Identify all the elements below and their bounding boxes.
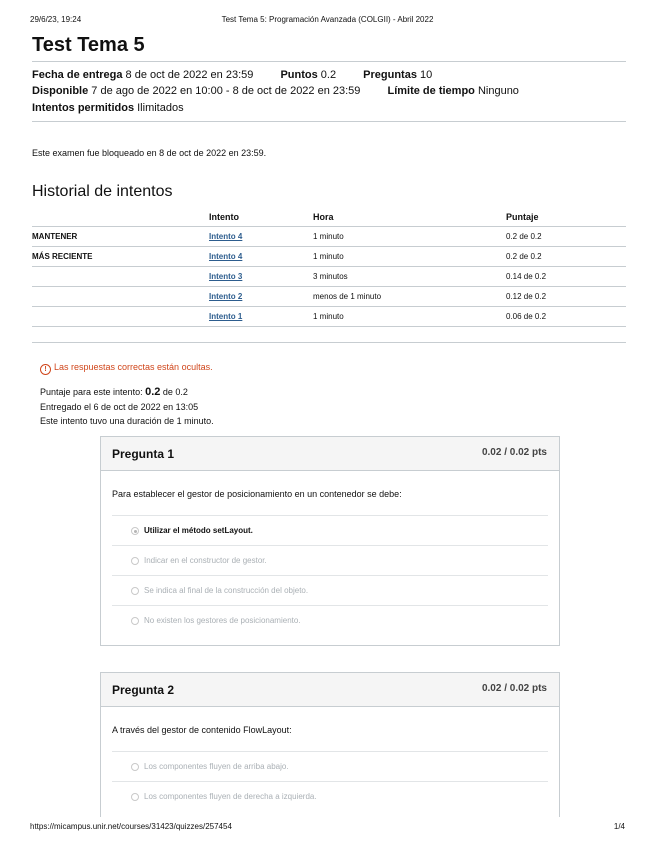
attempt-link[interactable]: Intento 2 [209, 292, 243, 301]
score-prefix: Puntaje para este intento: [40, 387, 143, 397]
answer-text: Se indica al final de la construcción del objeto. [144, 586, 309, 595]
print-header-date: 29/6/23, 19:24 [30, 15, 82, 24]
answer-text: Los componentes fluyen de derecha a izquierda. [144, 792, 317, 801]
answer-option[interactable] [112, 515, 548, 545]
questions-label: Preguntas [363, 69, 417, 81]
due-label: Fecha de entrega [32, 69, 123, 81]
submitted-date: Entregado el 6 de oct de 2022 en 13:05 [40, 402, 199, 412]
attempt-link[interactable]: Intento 4 [209, 252, 243, 261]
print-footer-url: https://micampus.unir.net/courses/31423/quizzes/257454 [30, 822, 232, 831]
attempt-cell [209, 287, 313, 307]
question-card [100, 436, 560, 646]
answer-option[interactable] [112, 751, 548, 781]
answer-option[interactable] [112, 575, 548, 605]
table-row [32, 227, 626, 247]
answer-text: No existen los gestores de posicionamiento. [144, 616, 301, 625]
locked-message: Este examen fue bloqueado en 8 de oct de 2022 en 23:59. [32, 148, 267, 158]
attempt-cell [209, 227, 313, 247]
history-title: Historial de intentos [32, 183, 173, 200]
quiz-meta-row-1 [32, 69, 432, 81]
answer-text: Utilizar el método setLayout. [144, 526, 253, 535]
table-row [32, 307, 626, 327]
points-value: 0.2 [320, 69, 337, 81]
score-cell: 0.12 de 0.2 [506, 287, 626, 307]
row-label [32, 287, 209, 307]
radio-icon [131, 617, 139, 625]
radio-selected-icon [131, 527, 139, 535]
time-cell: 1 minuto [313, 247, 506, 267]
attempts-label: Intentos permitidos [32, 102, 135, 114]
answer-list [112, 751, 548, 811]
question-title: Pregunta 1 [112, 447, 175, 461]
attempt-cell [209, 247, 313, 267]
answer-option[interactable] [112, 781, 548, 811]
divider [32, 61, 626, 62]
answer-option[interactable] [112, 545, 548, 575]
table-row [32, 267, 626, 287]
answer-option[interactable] [112, 605, 548, 635]
attempt-duration: Este intento tuvo una duración de 1 minuto. [40, 416, 214, 426]
answer-list [112, 515, 548, 635]
column-header: Intento [209, 208, 313, 227]
divider [32, 121, 626, 122]
attempt-link[interactable]: Intento 3 [209, 272, 243, 281]
quiz-meta-row-2 [32, 85, 519, 97]
question-points: 0.02 / 0.02 pts [481, 683, 547, 694]
score-cell: 0.2 de 0.2 [506, 227, 626, 247]
quiz-meta-row-3 [32, 102, 184, 114]
time-limit-value: Ninguno [477, 85, 519, 97]
row-label [32, 307, 209, 327]
time-cell: menos de 1 minuto [313, 287, 506, 307]
table-header-row [32, 208, 626, 227]
score-value: 0.2 [145, 386, 161, 398]
hidden-answers-text: Las respuestas correctas están ocultas. [54, 362, 213, 372]
attempt-score [40, 386, 188, 398]
row-label [32, 267, 209, 287]
questions-value: 10 [420, 69, 433, 81]
due-value: 8 de oct de 2022 en 23:59 [125, 69, 254, 81]
column-header: Hora [313, 208, 506, 227]
attempt-cell [209, 267, 313, 287]
row-label: MÁS RECIENTE [32, 247, 209, 267]
question-text: Para establecer el gestor de posicionamiento en un contenedor se debe: [112, 489, 402, 499]
answer-text: Indicar en el constructor de gestor. [144, 556, 267, 565]
score-cell: 0.2 de 0.2 [506, 247, 626, 267]
attempt-link[interactable]: Intento 1 [209, 312, 243, 321]
attempt-history-table [32, 208, 626, 327]
divider [32, 342, 626, 343]
time-limit-label: Límite de tiempo [387, 85, 475, 97]
page-title: Test Tema 5 [32, 34, 145, 56]
question-header [101, 673, 559, 707]
score-cell: 0.06 de 0.2 [506, 307, 626, 327]
attempt-cell [209, 307, 313, 327]
available-value: 7 de ago de 2022 en 10:00 - 8 de oct de 2022 en 23:59 [91, 85, 361, 97]
time-cell: 3 minutos [313, 267, 506, 287]
question-points: 0.02 / 0.02 pts [481, 447, 547, 458]
question-card [100, 672, 560, 817]
points-label: Puntos [280, 69, 318, 81]
available-label: Disponible [32, 85, 89, 97]
radio-icon [131, 587, 139, 595]
table-row [32, 247, 626, 267]
hidden-answers-notice [40, 362, 213, 375]
row-label: MANTENER [32, 227, 209, 247]
score-cell: 0.14 de 0.2 [506, 267, 626, 287]
table-row [32, 287, 626, 307]
radio-icon [131, 557, 139, 565]
radio-icon [131, 793, 139, 801]
attempt-link[interactable]: Intento 4 [209, 232, 243, 241]
column-header [32, 208, 209, 227]
warning-icon: ! [40, 364, 51, 375]
question-header [101, 437, 559, 471]
time-cell: 1 minuto [313, 307, 506, 327]
question-text: A través del gestor de contenido FlowLayout: [112, 725, 292, 735]
radio-icon [131, 763, 139, 771]
print-header-title: Test Tema 5: Programación Avanzada (COLGII) - Abril 2022 [221, 15, 434, 24]
attempts-value: Ilimitados [137, 102, 184, 114]
question-title: Pregunta 2 [112, 683, 175, 697]
print-footer-page: 1/4 [613, 822, 625, 831]
answer-text: Los componentes fluyen de arriba abajo. [144, 762, 289, 771]
time-cell: 1 minuto [313, 227, 506, 247]
column-header: Puntaje [506, 208, 626, 227]
score-suffix: de 0.2 [162, 387, 188, 397]
